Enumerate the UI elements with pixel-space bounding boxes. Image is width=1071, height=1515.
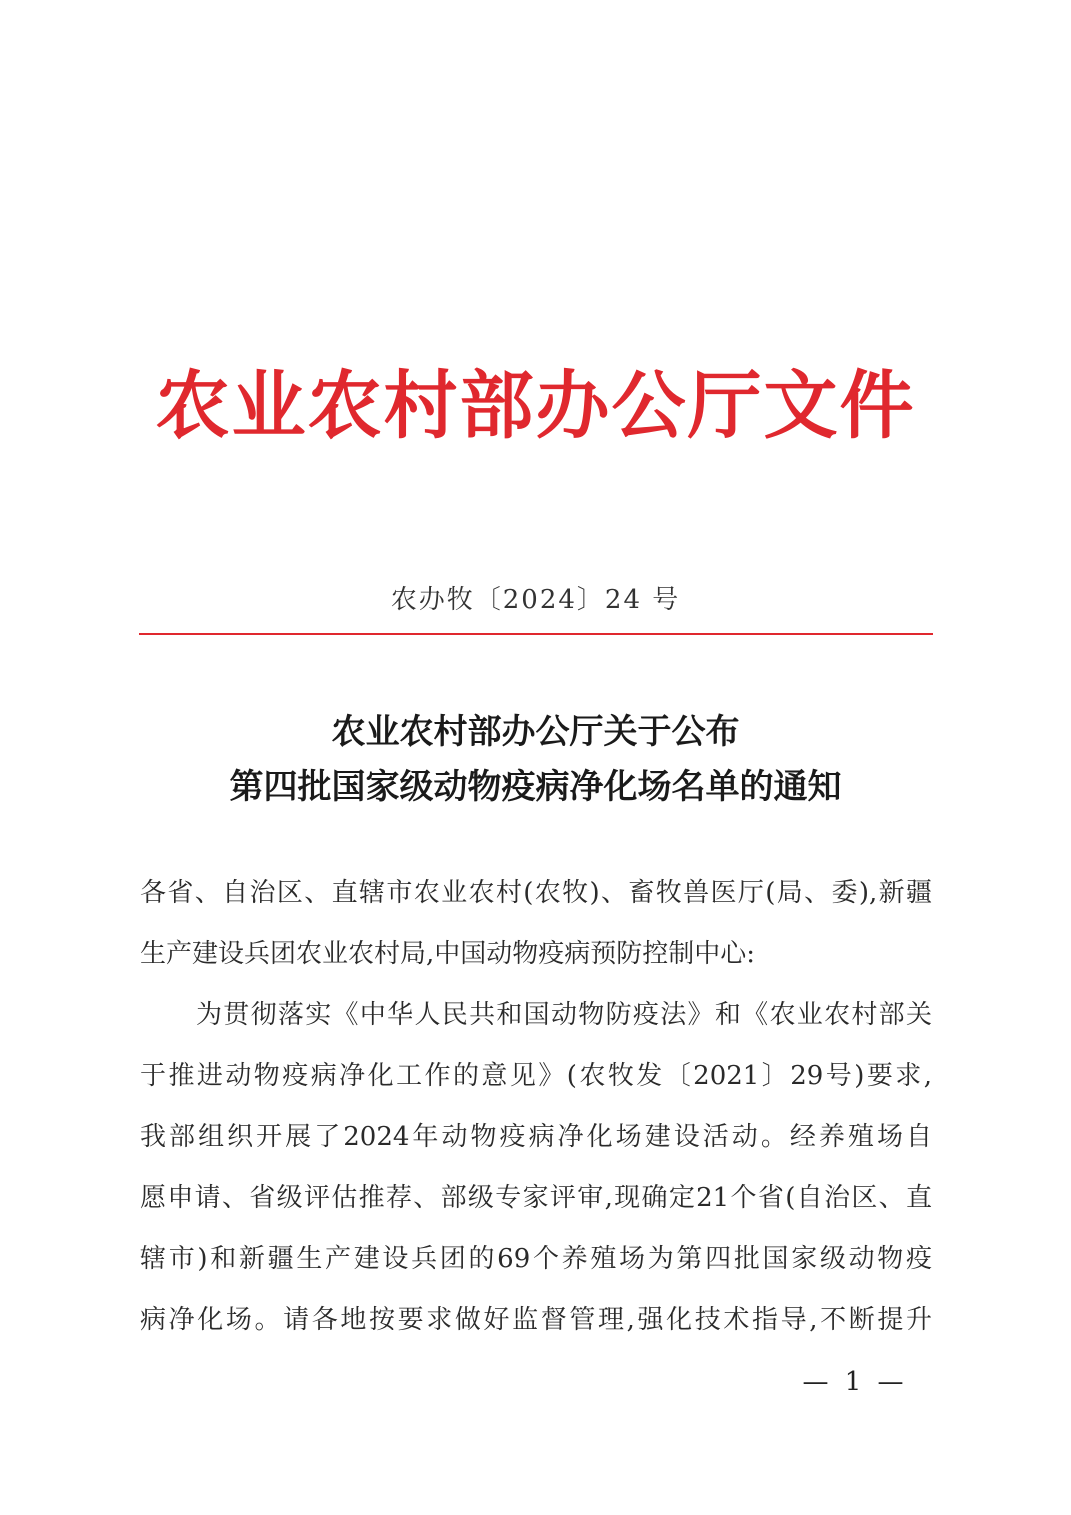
notice-body — [140, 863, 932, 1351]
masthead-title: 农业农村部办公厅文件 — [155, 363, 916, 449]
notice-title-line-1: 农业农村部办公厅关于公布 — [331, 712, 740, 752]
body-line-paragraph-1: 为贯彻落实《中华人民共和国动物防疫法》和《农业农村部关 — [196, 1000, 932, 1030]
body-line-paragraph-2: 于推进动物疫病净化工作的意见》(农牧发〔2021〕29号)要求, — [140, 1061, 932, 1091]
body-line-paragraph-3: 我部组织开展了2024年动物疫病净化场建设活动。经养殖场自 — [140, 1122, 932, 1152]
red-divider-line — [139, 633, 933, 635]
body-line-paragraph-4: 愿申请、省级评估推荐、部级专家评审,现确定21个省(自治区、直 — [140, 1183, 932, 1213]
notice-title — [0, 705, 1071, 815]
page-number: — 1 — — [802, 1367, 908, 1397]
body-line-paragraph-5: 辖市)和新疆生产建设兵团的69个养殖场为第四批国家级动物疫 — [140, 1244, 932, 1274]
notice-title-line-2: 第四批国家级动物疫病净化场名单的通知 — [229, 767, 842, 807]
body-line-paragraph-6: 病净化场。请各地按要求做好监督管理,强化技术指导,不断提升 — [140, 1305, 932, 1335]
body-line-addressees-2: 生产建设兵团农业农村局,中国动物疫病预防控制中心: — [140, 939, 756, 969]
body-line-addressees-1: 各省、自治区、直辖市农业农村(农牧)、畜牧兽医厅(局、委),新疆 — [140, 878, 932, 908]
document-number: 农办牧〔2024〕24 号 — [390, 585, 681, 615]
